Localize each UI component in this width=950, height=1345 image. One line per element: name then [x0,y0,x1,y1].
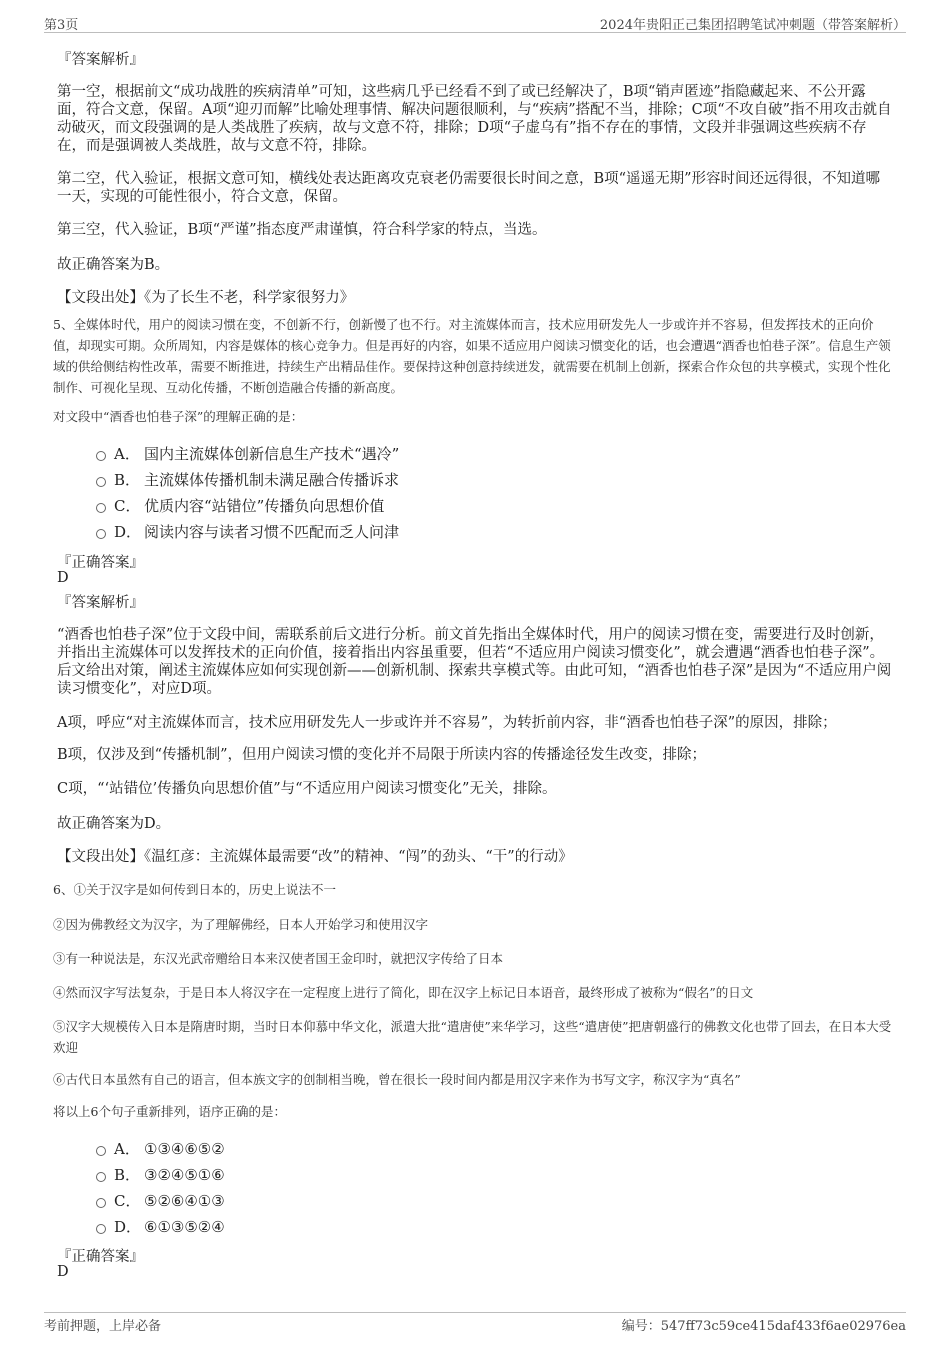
correct-answer: D [57,1264,69,1280]
correct-answer-label: 『正确答案』 [57,555,144,571]
radio-icon[interactable] [96,1224,106,1234]
answer-conclusion: 故正确答案为D。 [57,816,171,832]
option-c[interactable]: C． 优质内容“站错位”传播负向思想价值 [96,496,384,516]
question-prompt: 对文段中“酒香也怕巷子深”的理解正确的是： [53,409,304,424]
page-header [44,14,906,33]
analysis-label: 『答案解析』 [57,52,144,68]
sentence-2: ②因为佛教经文为汉字，为了理解佛经，日本人开始学习和使用汉字 [53,917,429,932]
analysis-paragraph: A项，呼应“对主流媒体而言，技术应用研发先人一步或许并不容易”，为转折前内容，非“酒香也怕巷子深”的原因，排除； [57,715,837,731]
option-a[interactable]: A． ①③④⑥⑤② [96,1139,225,1159]
radio-icon[interactable] [96,1146,106,1156]
correct-answer: D [57,570,69,586]
analysis-paragraph: 第三空，代入验证，B项“严谨”指态度严肃谨慎，符合科学家的特点，当选。 [57,222,547,238]
sentence-4: ④然而汉字写法复杂，于是日本人将汉字在一定程度上进行了简化，即在汉字上标记日本语音，最终形成了被称为“假名”的日文 [53,985,754,1000]
page-number: 第3页 [44,18,79,33]
analysis-paragraph: 第二空，代入验证，根据文意可知，横线处表达距离攻克衰老仍需要很长时间之意，B项“遥遥无期”形容时间还远得很，不知道哪一天，实现的可能性很小，符合文意，保留。 [57,171,880,205]
radio-icon[interactable] [96,451,106,461]
question-prompt: 将以上6个句子重新排列，语序正确的是： [53,1104,286,1119]
radio-icon[interactable] [96,503,106,513]
analysis-paragraph: B项，仅涉及到“传播机制”，但用户阅读习惯的变化并不局限于所读内容的传播途径发生改变，排除； [57,747,706,763]
option-a[interactable]: A． 国内主流媒体创新信息生产技术“遇冷” [96,444,399,464]
option-b[interactable]: B． 主流媒体传播机制未满足融合传播诉求 [96,470,399,490]
radio-icon[interactable] [96,1172,106,1182]
option-b[interactable]: B． ③②④⑤①⑥ [96,1165,225,1185]
answer-conclusion: 故正确答案为B。 [57,257,170,273]
radio-icon[interactable] [96,529,106,539]
sentence-5: ⑤汉字大规模传入日本是隋唐时期，当时日本仰慕中华文化，派遣大批“遣唐使”来华学习，这些“遣唐使”把唐朝盛行的佛教文化也带了回去，在日本大受欢迎 [53,1019,892,1055]
document-id: 编号：547ff73c59ce415daf433f6ae02976ea [621,1319,906,1334]
analysis-paragraph: “酒香也怕巷子深”位于文段中间，需联系前后文进行分析。前文首先指出全媒体时代，用户的阅读习惯在变，需要进行及时创新，并指出主流媒体可以发挥技术的正向价值，接着指出内容虽重要，但若“不适应用户阅读习惯变化”，就会遭遇“酒香也怕巷子深”。后文给出对策，阐述主流媒体应如何实现创新——创新机制、探索共享模式等。由此可知，“酒香也怕巷子深”是因为“不适应用户阅读习惯变化”，对应D项。 [57,627,892,697]
sentence-3: ③有一种说法是，东汉光武帝赠给日本来汉使者国王金印时，就把汉字传给了日本 [53,951,504,966]
sentence-6: ⑥古代日本虽然有自己的语言，但本族文字的创制相当晚，曾在很长一段时间内都是用汉字来作为书写文字，称汉字为“真名” [53,1072,741,1087]
question-stem: 5、全媒体时代，用户的阅读习惯在变，不创新不行，创新慢了也不行。对主流媒体而言，技术应用研发先人一步或许并不容易，但发挥技术的正向价值，却现实可期。众所周知，内容是媒体的核心竞争力。但是再好的内容，如果不适应用户阅读习惯变化的话，也会遭遇“酒香也怕巷子深”。信息生产领域的供给侧结构性改革，需要不断推进，持续生产出精品佳作。要保持这种创意持续迸发，就需要在机制上创新，探索合作众包的共享模式，实现个性化制作、可视化呈现、互动化传播，不断创造融合传播的新高度。 [53,317,891,395]
document-title: 2024年贵阳正己集团招聘笔试冲刺题（带答案解析） [599,18,906,33]
radio-icon[interactable] [96,477,106,487]
option-d[interactable]: D． ⑥①③⑤②④ [96,1217,225,1237]
passage-source: 【文段出处】《温红彦：主流媒体最需要“改”的精神、“闯”的劲头、“干”的行动》 [57,849,573,865]
passage-source: 【文段出处】《为了长生不老，科学家很努力》 [57,290,355,306]
analysis-paragraph: C项，“‘站错位’传播负向思想价值”与“不适应用户阅读习惯变化”无关，排除。 [57,781,557,797]
analysis-label: 『答案解析』 [57,595,144,611]
page-footer [44,1312,906,1335]
option-c[interactable]: C． ⑤②⑥④①③ [96,1191,225,1211]
sentence-1: 6、①关于汉字是如何传到日本的，历史上说法不一 [53,882,336,897]
radio-icon[interactable] [96,1198,106,1208]
correct-answer-label: 『正确答案』 [57,1249,144,1265]
footer-slogan: 考前押题，上岸必备 [44,1319,162,1334]
option-d[interactable]: D． 阅读内容与读者习惯不匹配而乏人问津 [96,522,399,542]
analysis-paragraph: 第一空，根据前文“成功战胜的疾病清单”可知，这些病几乎已经看不到了或已经解决了，B项“销声匿迹”指隐藏起来、不公开露面，符合文意，保留。A项“迎刃而解”比喻处理事情、解决问题很顺利，与“疾病”搭配不当，排除；C项“不攻自破”指不用攻击就自动破灭，而文段强调的是人类战胜了疾病，故与文意不符，排除；D项“子虚乌有”指不存在的事情，文段并非强调这些疾病不存在，而是强调被人类战胜，故与文意不符，排除。 [57,84,892,154]
